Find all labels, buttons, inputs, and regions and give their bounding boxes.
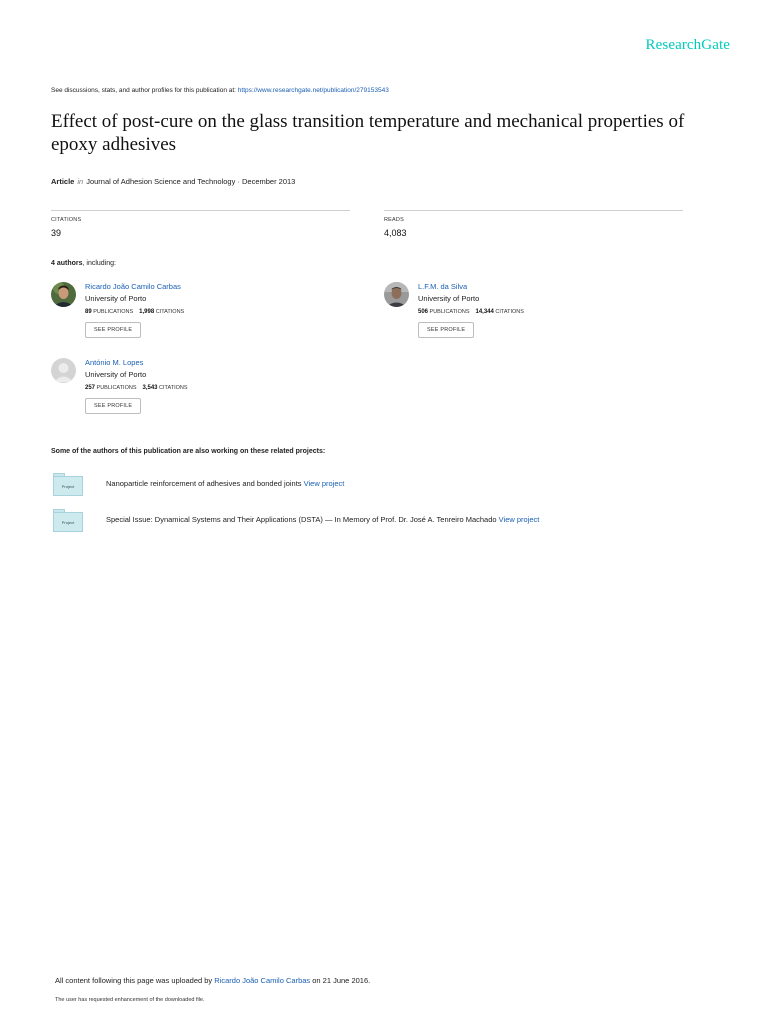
citations-label: CITATIONS xyxy=(159,385,188,391)
upload-note xyxy=(55,976,370,985)
citations-label: CITATIONS xyxy=(495,309,524,315)
author-counts xyxy=(85,385,188,391)
author-photo-icon[interactable] xyxy=(384,282,409,307)
author-card xyxy=(51,358,351,428)
publications-label: PUBLICATIONS xyxy=(93,309,134,315)
enhancement-note: The user has requested enhancement of the downloaded file. xyxy=(55,997,205,1003)
author-name-link[interactable]: L.F.M. da Silva xyxy=(418,282,468,291)
publications-count: 257 xyxy=(85,385,96,391)
authors-suffix: , including: xyxy=(82,260,116,267)
upload-suffix: on 21 June 2016. xyxy=(310,976,371,985)
project-text xyxy=(106,479,344,488)
project-text xyxy=(106,515,539,524)
publication-type: Article xyxy=(51,177,75,186)
in-word: in xyxy=(77,177,84,186)
project-item xyxy=(51,509,711,535)
author-counts xyxy=(85,309,184,315)
folder-icon-label: Project xyxy=(61,483,75,489)
author-institution: University of Porto xyxy=(85,370,147,379)
view-project-link[interactable]: View project xyxy=(498,515,540,524)
author-name-link[interactable]: Ricardo João Camilo Carbas xyxy=(85,282,181,291)
citations-value: 39 xyxy=(51,228,62,238)
see-profile-button[interactable]: SEE PROFILE xyxy=(85,322,141,338)
publications-label: PUBLICATIONS xyxy=(96,385,137,391)
discussion-line xyxy=(51,87,389,94)
publication-title: Effect of post-cure on the glass transition temperature and mechanical properties of epoxy adhesives xyxy=(51,111,685,155)
researchgate-logo[interactable]: ResearchGate xyxy=(645,37,730,53)
project-item xyxy=(51,473,711,499)
project-title: Special Issue: Dynamical Systems and Their Applications (DSTA) — In Memory of Prof. Dr. José A. Tenreiro Machado xyxy=(106,515,497,524)
folder-icon[interactable] xyxy=(51,509,83,533)
see-profile-button[interactable]: SEE PROFILE xyxy=(85,398,141,414)
folder-icon[interactable] xyxy=(51,473,83,497)
publications-count: 89 xyxy=(85,309,92,315)
journal-date: Journal of Adhesion Science and Technology · December 2013 xyxy=(86,177,296,186)
author-photo-icon[interactable] xyxy=(51,282,76,307)
publication-url-link[interactable]: https://www.researchgate.net/publication/279153543 xyxy=(237,87,389,94)
author-counts xyxy=(418,309,524,315)
author-card xyxy=(51,282,351,352)
citations-count: 1,998 xyxy=(139,309,155,315)
publications-label: PUBLICATIONS xyxy=(429,309,470,315)
author-card xyxy=(384,282,684,352)
discussion-prefix: See discussions, stats, and author profiles for this publication at: xyxy=(51,87,238,94)
citations-count: 3,543 xyxy=(142,385,158,391)
default-avatar-icon[interactable] xyxy=(51,358,76,383)
publication-meta xyxy=(51,177,295,186)
view-project-link[interactable]: View project xyxy=(303,479,345,488)
reads-value: 4,083 xyxy=(384,228,407,238)
authors-heading xyxy=(51,260,116,267)
citations-count: 14,344 xyxy=(475,309,494,315)
project-title: Nanoparticle reinforcement of adhesives and bonded joints xyxy=(106,479,302,488)
authors-count: 4 authors xyxy=(51,260,83,267)
divider-citations xyxy=(51,210,350,211)
author-institution: University of Porto xyxy=(418,294,480,303)
uploader-link[interactable]: Ricardo João Camilo Carbas xyxy=(214,976,311,985)
upload-prefix: All content following this page was uploaded by xyxy=(55,976,215,985)
citations-label: CITATIONS xyxy=(155,309,185,315)
folder-icon-label: Project xyxy=(61,519,75,525)
publications-count: 506 xyxy=(418,309,429,315)
citations-label: CITATIONS xyxy=(51,217,82,223)
see-profile-button[interactable]: SEE PROFILE xyxy=(418,322,474,338)
reads-label: READS xyxy=(384,217,404,223)
divider-reads xyxy=(384,210,683,211)
projects-heading: Some of the authors of this publication are also working on these related projects: xyxy=(51,448,326,455)
author-institution: University of Porto xyxy=(85,294,147,303)
author-name-link[interactable]: António M. Lopes xyxy=(85,358,144,367)
